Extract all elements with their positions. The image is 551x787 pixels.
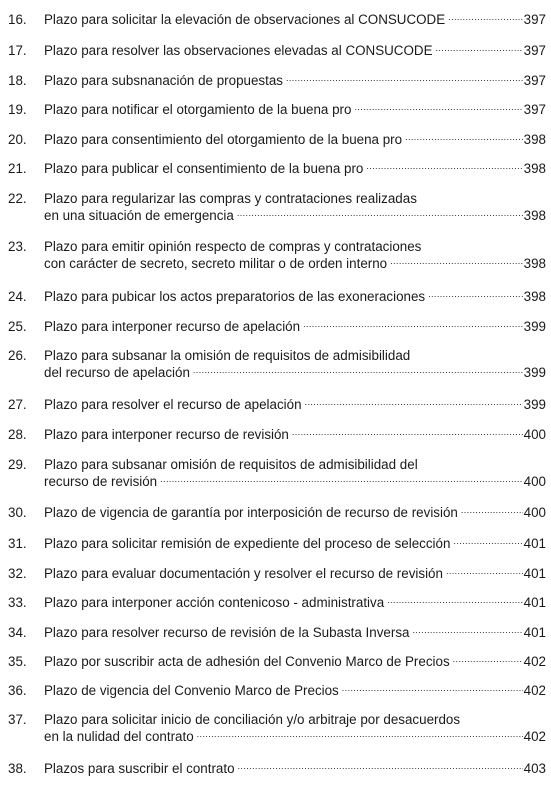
toc-entry-line bbox=[44, 364, 546, 381]
toc-entry-number: 34. bbox=[8, 625, 27, 640]
dot-leader bbox=[342, 683, 523, 695]
dot-leader bbox=[461, 505, 523, 517]
toc-entry-number: 26. bbox=[8, 348, 27, 363]
dot-leader bbox=[390, 256, 523, 268]
dot-leader bbox=[238, 761, 523, 773]
dot-leader bbox=[428, 289, 523, 301]
toc-entry-number: 21. bbox=[8, 161, 27, 176]
toc-entry-page-number: 399 bbox=[523, 365, 546, 380]
toc-entry-title: Plazo para resolver el recurso de apelación bbox=[44, 397, 302, 412]
toc-entry-line bbox=[44, 473, 546, 490]
toc-entry-title: Plazo de vigencia del Convenio Marco de Precios bbox=[44, 683, 339, 698]
toc-entry-title: del recurso de apelación bbox=[44, 365, 190, 380]
dot-leader bbox=[412, 625, 522, 637]
toc-entry-number: 36. bbox=[8, 683, 27, 698]
toc-entry-number: 32. bbox=[8, 566, 27, 581]
toc-entry-title: Plazo para solicitar remisión de expediente del proceso de selección bbox=[44, 536, 451, 551]
toc-entry-page-number: 398 bbox=[523, 161, 546, 176]
toc-entry-line bbox=[44, 682, 546, 699]
dot-leader bbox=[453, 654, 523, 666]
dot-leader bbox=[448, 12, 522, 24]
toc-entry-title: en la nulidad del contrato bbox=[44, 729, 194, 744]
toc-entry-line bbox=[44, 255, 546, 272]
dot-leader bbox=[453, 536, 522, 548]
toc-entry-title: Plazo para evaluar documentación y resolver el recurso de revisión bbox=[44, 566, 443, 581]
toc-entry-page-number: 402 bbox=[523, 683, 546, 698]
dot-leader bbox=[286, 73, 523, 85]
toc-entry-number: 31. bbox=[8, 536, 27, 551]
toc-entry-number: 23. bbox=[8, 239, 27, 254]
toc-entry-title: Plazo para solicitar inicio de conciliación y/o arbitraje por desacuerdos bbox=[44, 712, 461, 727]
toc-entry-line bbox=[44, 131, 546, 148]
toc-entry-title: Plazo para subsanar omisión de requisitos de admisibilidad del bbox=[44, 457, 418, 472]
toc-entry-page-number: 400 bbox=[523, 427, 546, 442]
toc-entry-number: 30. bbox=[8, 505, 27, 520]
toc-entry-number: 27. bbox=[8, 397, 27, 412]
toc-entry-page-number: 401 bbox=[523, 595, 546, 610]
dot-leader bbox=[354, 102, 522, 114]
toc-entry-number: 28. bbox=[8, 427, 27, 442]
toc-entry-title: Plazo para subsanar la omisión de requisitos de admisibilidad bbox=[44, 348, 411, 363]
toc-entry-page-number: 402 bbox=[523, 654, 546, 669]
dot-leader bbox=[305, 397, 523, 409]
toc-entry-title: Plazo para regularizar las compras y contrataciones realizadas bbox=[44, 191, 417, 206]
toc-entry-line bbox=[44, 238, 546, 255]
dot-leader bbox=[446, 566, 523, 578]
toc-entry-line bbox=[44, 565, 546, 582]
toc-entry-page-number: 403 bbox=[523, 761, 546, 776]
toc-entry-line bbox=[44, 728, 546, 745]
toc-entry-title: Plazo para resolver recurso de revisión de la Subasta Inversa bbox=[44, 625, 410, 640]
toc-entry-number: 37. bbox=[8, 712, 27, 727]
dot-leader bbox=[436, 43, 523, 55]
toc-entry-line bbox=[44, 207, 546, 224]
toc-entry-number: 16. bbox=[8, 12, 27, 27]
toc-entry-line bbox=[44, 535, 546, 552]
toc-entry-page-number: 398 bbox=[523, 289, 546, 304]
toc-entry-line bbox=[44, 396, 546, 413]
toc-entry-number: 20. bbox=[8, 132, 27, 147]
toc-entry-title: Plazo para emitir opinión respecto de compras y contrataciones bbox=[44, 239, 422, 254]
dot-leader bbox=[387, 595, 523, 607]
toc-entry-title: Plazo para interponer recurso de revisión bbox=[44, 427, 289, 442]
toc-entry-line bbox=[44, 190, 546, 207]
toc-entry-number: 17. bbox=[8, 43, 27, 58]
toc-entry-page-number: 400 bbox=[523, 505, 546, 520]
toc-entry-page-number: 401 bbox=[523, 536, 546, 551]
dot-leader bbox=[197, 729, 523, 741]
toc-entry-page-number: 398 bbox=[523, 208, 546, 223]
toc-entry-page-number: 399 bbox=[523, 319, 546, 334]
toc-entry-line bbox=[44, 624, 546, 641]
toc-entry-number: 22. bbox=[8, 191, 27, 206]
toc-entry-number: 19. bbox=[8, 102, 27, 117]
toc-entry-title: Plazo para publicar el consentimiento de la buena pro bbox=[44, 161, 364, 176]
toc-entry-title: Plazo para interponer acción contenicoso - administrativa bbox=[44, 595, 385, 610]
toc-entry-page-number: 397 bbox=[523, 102, 546, 117]
toc-entry-number: 18. bbox=[8, 73, 27, 88]
toc-entry-line bbox=[44, 760, 546, 777]
toc-entry-number: 25. bbox=[8, 319, 27, 334]
toc-entry-page-number: 401 bbox=[523, 566, 546, 581]
toc-entry-title: Plazo para notificar el otorgamiento de la buena pro bbox=[44, 102, 352, 117]
toc-entry-title: con carácter de secreto, secreto militar o de orden interno bbox=[44, 256, 388, 271]
toc-entry-page-number: 397 bbox=[523, 43, 546, 58]
toc-entry-title: Plazo de vigencia de garantía por interposición de recurso de revisión bbox=[44, 505, 458, 520]
dot-leader bbox=[193, 365, 523, 377]
toc-entry-title: Plazo para consentimiento del otorgamiento de la buena pro bbox=[44, 132, 403, 147]
toc-entry-line bbox=[44, 347, 546, 364]
toc-entry-title: recurso de revisión bbox=[44, 474, 158, 489]
toc-entry-title: Plazo para subsnanación de propuestas bbox=[44, 73, 283, 88]
toc-entry-page-number: 401 bbox=[523, 625, 546, 640]
toc-entry-page-number: 397 bbox=[523, 73, 546, 88]
toc-entry-line bbox=[44, 42, 546, 59]
toc-entry-page-number: 402 bbox=[523, 729, 546, 744]
toc-entry-line bbox=[44, 160, 546, 177]
toc-entry-line bbox=[44, 504, 546, 521]
toc-entry-title: Plazo para pubicar los actos preparatorios de las exoneraciones bbox=[44, 289, 426, 304]
dot-leader bbox=[237, 208, 523, 220]
toc-entry-line bbox=[44, 711, 546, 728]
toc-entry-line bbox=[44, 426, 546, 443]
toc-entry-page-number: 400 bbox=[523, 474, 546, 489]
toc-entry-page-number: 399 bbox=[523, 397, 546, 412]
toc-entry-line bbox=[44, 653, 546, 670]
dot-leader bbox=[303, 319, 523, 331]
dot-leader bbox=[160, 474, 523, 486]
toc-entry-page-number: 398 bbox=[523, 132, 546, 147]
toc-entry-page-number: 397 bbox=[523, 12, 546, 27]
toc-entry-title: Plazo por suscribir acta de adhesión del Convenio Marco de Precios bbox=[44, 654, 450, 669]
toc-entry-title: Plazo para interponer recurso de apelación bbox=[44, 319, 301, 334]
toc-entry-line bbox=[44, 101, 546, 118]
toc-entry-number: 38. bbox=[8, 761, 27, 776]
dot-leader bbox=[405, 132, 523, 144]
toc-entry-number: 35. bbox=[8, 654, 27, 669]
toc-entry-line bbox=[44, 594, 546, 611]
toc-entry-number: 33. bbox=[8, 595, 27, 610]
toc-entry-line bbox=[44, 11, 546, 28]
toc-entry-title: Plazos para suscribir el contrato bbox=[44, 761, 235, 776]
toc-entry-title: Plazo para solicitar la elevación de observaciones al CONSUCODE bbox=[44, 12, 446, 27]
dot-leader bbox=[366, 161, 522, 173]
toc-entry-number: 24. bbox=[8, 289, 27, 304]
toc-entry-number: 29. bbox=[8, 457, 27, 472]
toc-entry-line bbox=[44, 456, 546, 473]
toc-entry-page-number: 398 bbox=[523, 256, 546, 271]
dot-leader bbox=[292, 427, 523, 439]
toc-entry-title: en una situación de emergencia bbox=[44, 208, 234, 223]
toc-entry-line bbox=[44, 318, 546, 335]
toc-entry-line bbox=[44, 72, 546, 89]
toc-entry-title: Plazo para resolver las observaciones elevadas al CONSUCODE bbox=[44, 43, 433, 58]
toc-entry-line bbox=[44, 288, 546, 305]
